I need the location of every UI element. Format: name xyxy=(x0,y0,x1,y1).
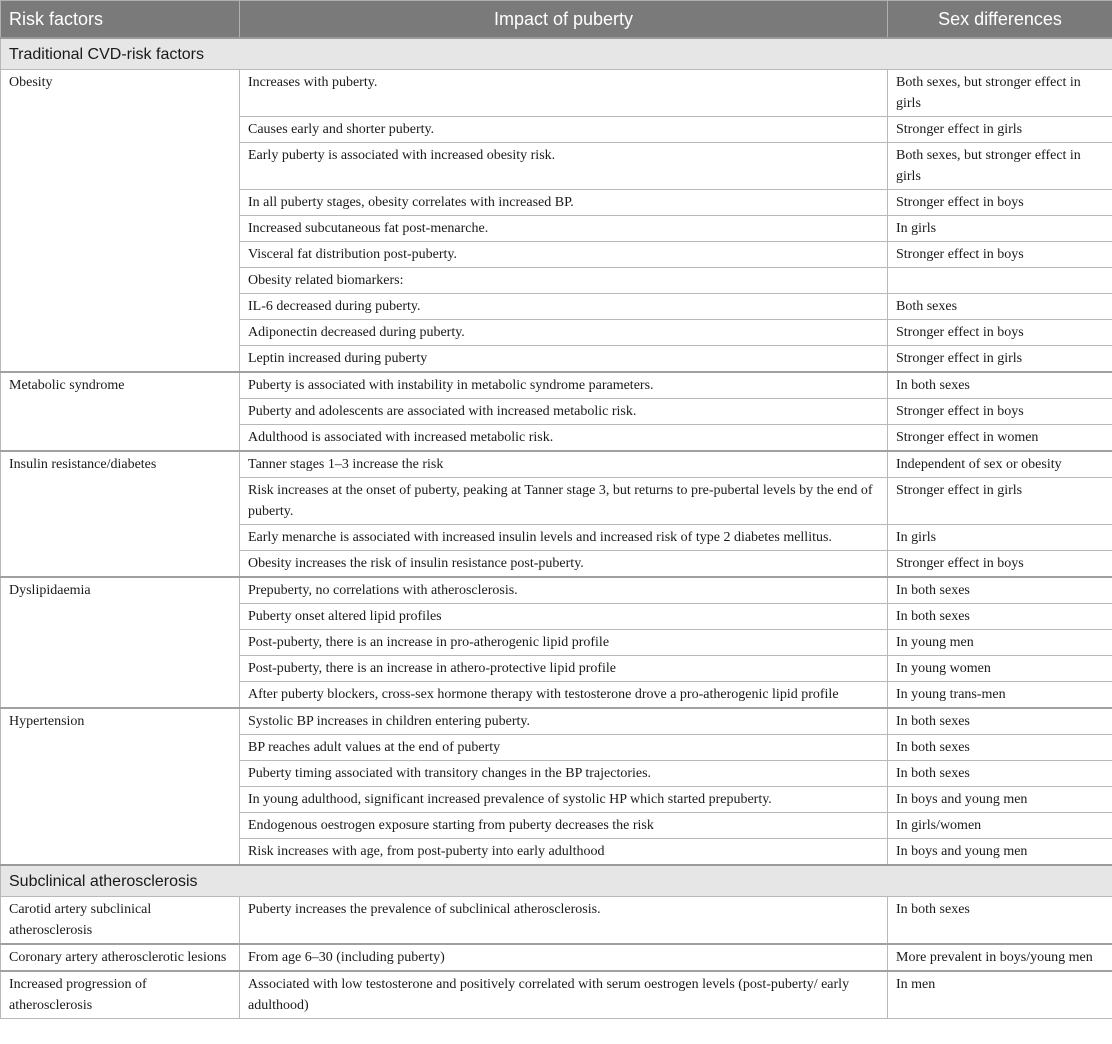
impact-cell: After puberty blockers, cross-sex hormone therapy with testosterone drove a pro-atherogenic lipid profile xyxy=(240,682,888,709)
table-body xyxy=(1,38,1112,1019)
section-title: Traditional CVD-risk factors xyxy=(1,38,1112,70)
sex-difference-cell: In both sexes xyxy=(888,604,1112,630)
impact-cell: Leptin increased during puberty xyxy=(240,346,888,373)
impact-cell: Adulthood is associated with increased metabolic risk. xyxy=(240,425,888,452)
sex-difference-cell: In girls xyxy=(888,216,1112,242)
section-title: Subclinical atherosclerosis xyxy=(1,865,1112,897)
sex-difference-cell: In both sexes xyxy=(888,735,1112,761)
sex-difference-cell: Both sexes, but stronger effect in girls xyxy=(888,70,1112,117)
section-row-traditional-cvd-risk-factors xyxy=(1,38,1112,70)
sex-difference-cell: In boys and young men xyxy=(888,787,1112,813)
impact-cell: From age 6–30 (including puberty) xyxy=(240,944,888,971)
sex-difference-cell: In men xyxy=(888,971,1112,1019)
sex-difference-cell xyxy=(888,268,1112,294)
risk-factor-cell-insulin-resistance-diabetes: Insulin resistance/diabetes xyxy=(1,451,240,577)
impact-cell: In all puberty stages, obesity correlates with increased BP. xyxy=(240,190,888,216)
impact-cell: Post-puberty, there is an increase in pro-atherogenic lipid profile xyxy=(240,630,888,656)
table-row xyxy=(1,372,1112,399)
impact-cell: Increased subcutaneous fat post-menarche. xyxy=(240,216,888,242)
sex-difference-cell: Stronger effect in boys xyxy=(888,190,1112,216)
risk-factor-cell-increased-progression-of-atherosclerosis: Increased progression of atherosclerosis xyxy=(1,971,240,1019)
impact-cell: Systolic BP increases in children entering puberty. xyxy=(240,708,888,735)
sex-difference-cell: In girls/women xyxy=(888,813,1112,839)
risk-factor-cell-obesity: Obesity xyxy=(1,70,240,373)
impact-cell: Obesity increases the risk of insulin resistance post-puberty. xyxy=(240,551,888,578)
risk-factor-cell-carotid-artery-subclinical-atherosclerosis: Carotid artery subclinical atherosclerosis xyxy=(1,897,240,945)
table-row xyxy=(1,70,1112,117)
impact-cell: IL-6 decreased during puberty. xyxy=(240,294,888,320)
impact-cell: Associated with low testosterone and positively correlated with serum oestrogen levels (post-puberty/ early adulthood) xyxy=(240,971,888,1019)
table-row xyxy=(1,944,1112,971)
impact-cell: Puberty increases the prevalence of subclinical atherosclerosis. xyxy=(240,897,888,945)
header-risk-factors: Risk factors xyxy=(1,1,240,39)
sex-difference-cell: In girls xyxy=(888,525,1112,551)
table-row xyxy=(1,577,1112,604)
table-row xyxy=(1,451,1112,478)
sex-difference-cell: Both sexes xyxy=(888,294,1112,320)
sex-difference-cell: Independent of sex or obesity xyxy=(888,451,1112,478)
impact-cell: In young adulthood, significant increased prevalence of systolic HP which started prepuberty. xyxy=(240,787,888,813)
impact-cell: Puberty is associated with instability in metabolic syndrome parameters. xyxy=(240,372,888,399)
impact-cell: Endogenous oestrogen exposure starting from puberty decreases the risk xyxy=(240,813,888,839)
table-row xyxy=(1,897,1112,945)
sex-difference-cell: More prevalent in boys/young men xyxy=(888,944,1112,971)
sex-difference-cell: In both sexes xyxy=(888,372,1112,399)
sex-difference-cell: In both sexes xyxy=(888,708,1112,735)
impact-cell: Early menarche is associated with increased insulin levels and increased risk of type 2 diabetes mellitus. xyxy=(240,525,888,551)
impact-cell: Puberty and adolescents are associated with increased metabolic risk. xyxy=(240,399,888,425)
sex-difference-cell: In boys and young men xyxy=(888,839,1112,866)
sex-difference-cell: In both sexes xyxy=(888,897,1112,945)
impact-cell: Increases with puberty. xyxy=(240,70,888,117)
sex-difference-cell: Stronger effect in girls xyxy=(888,117,1112,143)
impact-cell: Visceral fat distribution post-puberty. xyxy=(240,242,888,268)
sex-difference-cell: In both sexes xyxy=(888,761,1112,787)
sex-difference-cell: Both sexes, but stronger effect in girls xyxy=(888,143,1112,190)
risk-factor-cell-metabolic-syndrome: Metabolic syndrome xyxy=(1,372,240,451)
sex-difference-cell: Stronger effect in boys xyxy=(888,320,1112,346)
impact-cell: Puberty onset altered lipid profiles xyxy=(240,604,888,630)
sex-difference-cell: Stronger effect in girls xyxy=(888,346,1112,373)
impact-cell: Adiponectin decreased during puberty. xyxy=(240,320,888,346)
sex-difference-cell: In young men xyxy=(888,630,1112,656)
risk-factor-cell-dyslipidaemia: Dyslipidaemia xyxy=(1,577,240,708)
sex-difference-cell: Stronger effect in girls xyxy=(888,478,1112,525)
impact-cell: Prepuberty, no correlations with atherosclerosis. xyxy=(240,577,888,604)
impact-cell: Risk increases at the onset of puberty, peaking at Tanner stage 3, but returns to pre-pubertal levels by the end of puberty. xyxy=(240,478,888,525)
impact-cell: Tanner stages 1–3 increase the risk xyxy=(240,451,888,478)
sex-difference-cell: In both sexes xyxy=(888,577,1112,604)
sex-difference-cell: Stronger effect in boys xyxy=(888,551,1112,578)
header-row xyxy=(1,1,1112,39)
table-row xyxy=(1,708,1112,735)
table-header xyxy=(1,1,1112,39)
impact-cell: Obesity related biomarkers: xyxy=(240,268,888,294)
impact-cell: Risk increases with age, from post-puberty into early adulthood xyxy=(240,839,888,866)
sex-difference-cell: Stronger effect in boys xyxy=(888,242,1112,268)
impact-cell: Causes early and shorter puberty. xyxy=(240,117,888,143)
header-impact-of-puberty: Impact of puberty xyxy=(240,1,888,39)
impact-cell: Puberty timing associated with transitory changes in the BP trajectories. xyxy=(240,761,888,787)
impact-cell: Early puberty is associated with increased obesity risk. xyxy=(240,143,888,190)
sex-difference-cell: In young women xyxy=(888,656,1112,682)
sex-difference-cell: Stronger effect in women xyxy=(888,425,1112,452)
impact-cell: Post-puberty, there is an increase in athero-protective lipid profile xyxy=(240,656,888,682)
impact-cell: BP reaches adult values at the end of puberty xyxy=(240,735,888,761)
risk-factor-cell-hypertension: Hypertension xyxy=(1,708,240,865)
table-row xyxy=(1,971,1112,1019)
sex-difference-cell: In young trans-men xyxy=(888,682,1112,709)
header-sex-differences: Sex differences xyxy=(888,1,1112,39)
sex-difference-cell: Stronger effect in boys xyxy=(888,399,1112,425)
section-row-subclinical-atherosclerosis xyxy=(1,865,1112,897)
risk-factor-cell-coronary-artery-atherosclerotic-lesions: Coronary artery atherosclerotic lesions xyxy=(1,944,240,971)
